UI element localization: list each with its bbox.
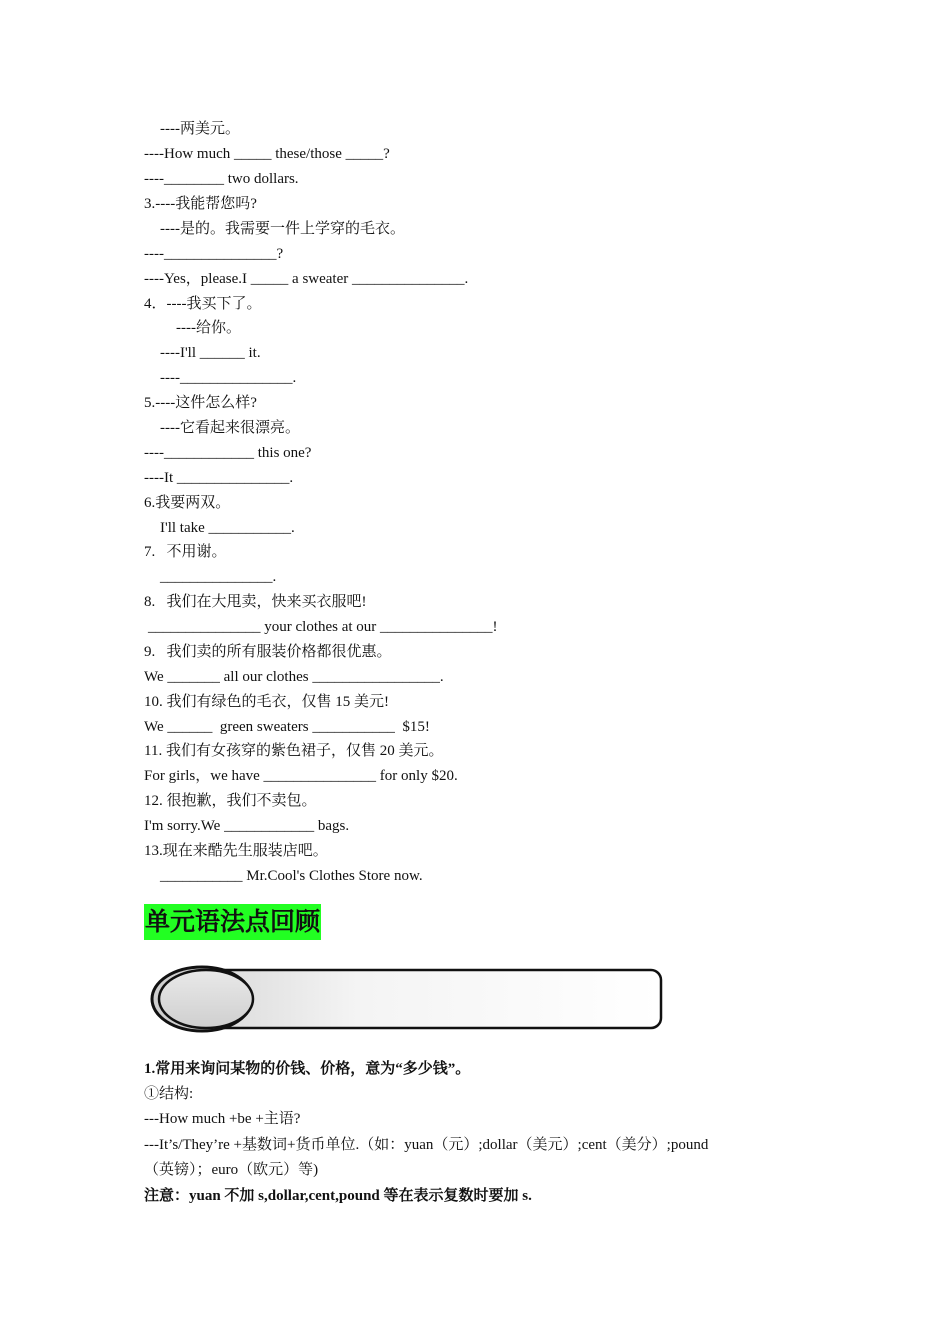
exercise-line: I'm sorry.We ____________ bags. [144,818,350,834]
exercise-line: ----给你。 [176,320,241,336]
exercise-line: 10. 我们有绿色的毛衣，仅售 15 美元! [144,694,389,710]
exercise-line: 11. 我们有女孩穿的紫色裙子，仅售 20 美元。 [144,743,444,759]
exercise-line: ----两美元。 [160,121,240,137]
grammar-line: 注意：yuan 不加 s,dollar,cent,pound 等在表示复数时要加 s. [144,1188,532,1204]
exercise-line: _______________. [160,569,277,585]
grammar-line: ---How much +be +主语? [144,1111,301,1127]
exercise-line: ----How much _____ these/those _____? [144,146,390,162]
exercise-line: 3.----我能帮您吗? [144,196,257,212]
exercise-line: 7. 不用谢。 [144,544,227,560]
exercise-line: I'll take ___________. [160,520,295,536]
banner-decoration [148,962,668,1034]
grammar-line: 1.常用来询问某物的价钱、价格，意为“多少钱”。 [144,1061,471,1077]
exercise-line: ----它看起来很漂亮。 [160,420,300,436]
exercise-line: ----_______________? [144,246,284,262]
exercise-line: ----是的。我需要一件上学穿的毛衣。 [160,221,405,237]
exercise-line: ----Yes，please.I _____ a sweater _______________. [144,271,469,287]
exercise-line: We ______ green sweaters ___________ $15! [144,719,430,735]
exercise-line: _______________ your clothes at our _______________! [148,619,498,635]
exercise-line: ----_______________. [160,370,297,386]
section-heading: 单元语法点回顾 [144,904,321,940]
exercise-line: 6.我要两双。 [144,495,231,511]
exercise-line: We _______ all our clothes _________________. [144,669,444,685]
exercise-line: 8. 我们在大甩卖，快来买衣服吧! [144,594,367,610]
exercise-line: 5.----这件怎么样? [144,395,257,411]
exercise-line: ----____________ this one? [144,445,312,461]
grammar-line: （英镑）；euro（欧元）等) [144,1162,319,1178]
exercise-line: 13.现在来酷先生服装店吧。 [144,843,328,859]
exercise-line: ----________ two dollars. [144,171,299,187]
grammar-line: ①结构: [144,1086,194,1102]
exercise-line: 4．----我买下了。 [144,296,262,312]
exercise-line: 12. 很抱歉，我们不卖包。 [144,793,317,809]
exercise-line: ----It _______________. [144,470,294,486]
exercise-line: For girls，we have _______________ for only $20. [144,768,458,784]
exercise-line: ----I'll ______ it. [160,345,261,361]
grammar-line: ---It’s/They’re +基数词+货币单位.（如：yuan（元）;dollar（美元）;cent（美分）;pound [144,1137,709,1153]
exercise-line: ___________ Mr.Cool's Clothes Store now. [160,868,423,884]
exercise-line: 9. 我们卖的所有服装价格都很优惠。 [144,644,392,660]
